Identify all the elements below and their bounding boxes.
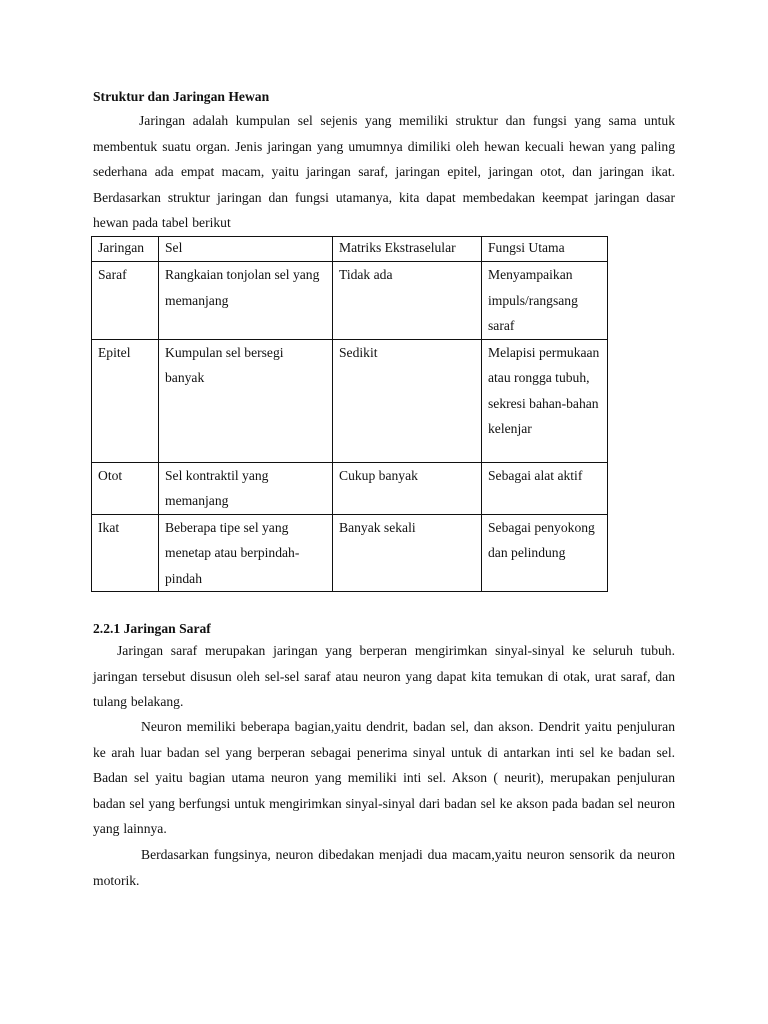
cell-matriks: Banyak sekali (333, 514, 482, 592)
cell-sel: Kumpulan sel bersegi banyak (159, 339, 333, 462)
cell-jaringan: Saraf (92, 262, 159, 340)
header-jaringan: Jaringan (92, 237, 159, 262)
table-row (92, 514, 608, 592)
cell-jaringan: Otot (92, 462, 159, 514)
cell-jaringan: Ikat (92, 514, 159, 592)
table-row (92, 462, 608, 514)
tissue-table (91, 236, 608, 592)
cell-matriks: Cukup banyak (333, 462, 482, 514)
header-matriks: Matriks Ekstraselular (333, 237, 482, 262)
section-paragraph: Neuron memiliki beberapa bagian,yaitu dendrit, badan sel, dan akson. Dendrit yaitu penjuluran ke arah luar badan sel yang berperan sebagai penerima sinyal untuk di antarkan inti sel ke badan sel. Badan sel yaitu bagian utama neuron yang memiliki inti sel. Akson ( neurit), merupakan penjuluran badan sel yang berfungsi untuk mengirimkan sinyal-sinyal dari badan sel ke akson pada badan sel neuron yang lainnya. (93, 719, 675, 836)
header-fungsi: Fungsi Utama (482, 237, 608, 262)
table-header-row (92, 237, 608, 262)
cell-sel: Rangkaian tonjolan sel yang memanjang (159, 262, 333, 340)
table-row (92, 262, 608, 340)
cell-fungsi: Melapisi permukaan atau rongga tubuh, sekresi bahan-bahan kelenjar (482, 339, 608, 462)
section-heading: 2.2.1 Jaringan Saraf (93, 621, 211, 636)
table-row (92, 339, 608, 462)
cell-matriks: Tidak ada (333, 262, 482, 340)
cell-jaringan: Epitel (92, 339, 159, 462)
cell-sel: Sel kontraktil yang memanjang (159, 462, 333, 514)
cell-fungsi: Menyampaikan impuls/rangsang saraf (482, 262, 608, 340)
document-title: Struktur dan Jaringan Hewan (93, 89, 270, 104)
cell-matriks: Sedikit (333, 339, 482, 462)
header-sel: Sel (159, 237, 333, 262)
cell-fungsi: Sebagai penyokong dan pelindung (482, 514, 608, 592)
cell-sel: Beberapa tipe sel yang menetap atau berpindah-pindah (159, 514, 333, 592)
section-paragraph: Berdasarkan fungsinya, neuron dibedakan menjadi dua macam,yaitu neuron sensorik da neuron motorik. (93, 847, 675, 888)
cell-fungsi: Sebagai alat aktif (482, 462, 608, 514)
section-paragraph: Jaringan saraf merupakan jaringan yang berperan mengirimkan sinyal-sinyal ke seluruh tubuh. jaringan tersebut disusun oleh sel-sel saraf atau neuron yang dapat kita temukan di otak, urat saraf, dan tulang belakang. (93, 643, 675, 709)
intro-paragraph: Jaringan adalah kumpulan sel sejenis yang memiliki struktur dan fungsi yang sama untuk membentuk suatu organ. Jenis jaringan yang umumnya dimiliki oleh hewan kecuali hewan yang paling sederhana ada empat macam, yaitu jaringan saraf, jaringan epitel, jaringan otot, dan jaringan ikat. Berdasarkan struktur jaringan dan fungsi utamanya, kita dapat membedakan keempat jaringan dasar hewan pada tabel berikut (93, 113, 675, 230)
